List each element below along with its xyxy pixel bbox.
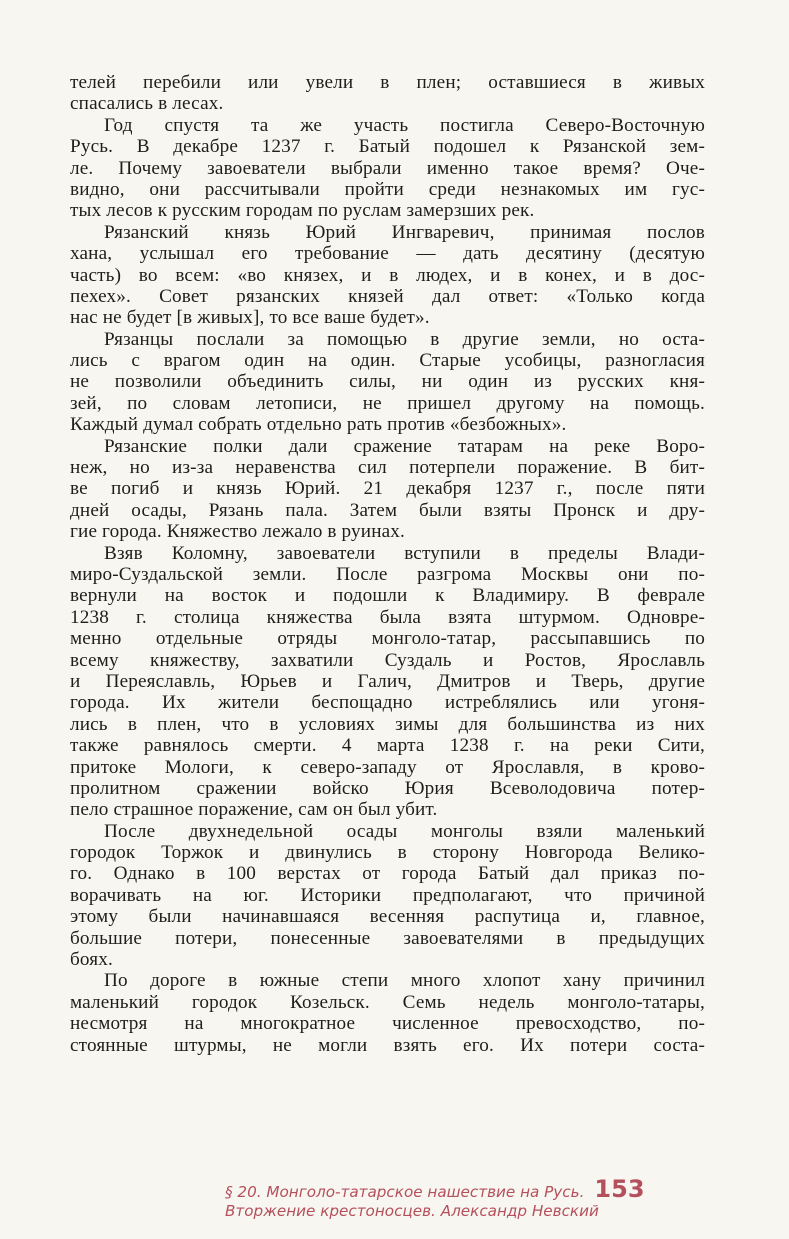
text-line: телей перебили или увели в плен; оставшиеся в живых — [70, 72, 705, 93]
text-line: боях. — [70, 949, 113, 971]
text-line: нас не будет [в живых], то все ваше будет». — [70, 307, 430, 329]
text-line: По дороге в южные степи много хлопот хану причинил — [104, 970, 705, 992]
text-line: Рязанский князь Юрий Ингваревич, принимая послов — [104, 221, 705, 243]
text-line: 1238 г. столица княжества была взята штурмом. Одновре- — [70, 606, 705, 628]
text-line: спасались в лесах. — [70, 93, 224, 115]
text-line: Русь. В декабре 1237 г. Батый подошел к Рязанской зем- — [70, 136, 705, 158]
text-line: Год спустя та же участь постигла Северо-Восточную — [104, 114, 705, 136]
text-line: тых лесов к русским городам по руслам замерзших рек. — [70, 200, 535, 222]
running-head-line-1: § 20. Монголо-татарское нашествие на Русь. — [225, 1183, 585, 1201]
text-line: стоянные штурмы, не могли взять его. Их потери соста- — [70, 1034, 705, 1056]
text-line: городок Торжок и двинулись в сторону Новгорода Велико- — [70, 842, 705, 864]
page-number: 153 — [594, 1175, 645, 1203]
text-line: неж, но из-за неравенства сил потерпели поражение. В бит- — [70, 457, 705, 479]
text-line: пехех». Совет рязанских князей дал ответ: «Только когда — [70, 285, 705, 307]
running-head-line-2: Вторжение крестоносцев. Александр Невский — [225, 1202, 599, 1220]
text-line: и Переяславль, Юрьев и Галич, Дмитров и Тверь, другие — [70, 670, 705, 692]
text-line: Каждый думал собрать отдельно рать против «безбожных». — [70, 414, 567, 436]
text-line: этому были начинавшаяся весенняя распутица и, главное, — [70, 906, 705, 928]
text-line: пролитном сражении войско Юрия Всеволодовича потер- — [70, 777, 705, 799]
text-line: вернули на восток и подошли к Владимиру. В феврале — [70, 585, 705, 607]
text-line: дней осады, Рязань пала. Затем были взяты Пронск и дру- — [70, 499, 705, 521]
text-line: менно отдельные отряды монголо-татар, рассыпавшись по — [70, 628, 705, 650]
text-line: Рязанцы послали за помощью в другие земли, но оста- — [104, 328, 705, 350]
body-text — [70, 72, 705, 1056]
text-line: лись в плен, что в условиях зимы для большинства из них — [70, 713, 705, 735]
page-footer — [225, 1175, 705, 1221]
text-line: Взяв Коломну, завоеватели вступили в пределы Влади- — [104, 542, 705, 564]
text-line: Рязанские полки дали сражение татарам на реке Воро- — [104, 435, 705, 457]
text-line: маленький городок Козельск. Семь недель монголо-татары, — [70, 991, 705, 1013]
text-line: После двухнедельной осады монголы взяли маленький — [104, 820, 705, 842]
text-line: притоке Мологи, к северо-западу от Ярославля, в крово- — [70, 756, 705, 778]
text-line: несмотря на многократное численное превосходство, по- — [70, 1013, 705, 1035]
text-line: хана, услышал его требование — дать десятину (десятую — [70, 243, 705, 265]
text-line: большие потери, понесенные завоевателями в предыдущих — [70, 927, 705, 949]
text-line: видно, они рассчитывали пройти среди незнакомых им гус- — [70, 178, 705, 200]
text-line: всему княжеству, захватили Суздаль и Ростов, Ярославль — [70, 649, 705, 671]
text-line: ве погиб и князь Юрий. 21 декабря 1237 г., после пяти — [70, 478, 705, 500]
footer-line-1 — [225, 1175, 705, 1203]
text-line: также равнялось смерти. 4 марта 1238 г. на реки Сити, — [70, 735, 705, 757]
text-line: ле. Почему завоеватели выбрали именно такое время? Оче- — [70, 157, 705, 179]
text-line: миро-Суздальской земли. После разгрома Москвы они по- — [70, 563, 705, 585]
text-line: не позволили объединить силы, ни один из русских кня- — [70, 371, 705, 393]
text-line: гие города. Княжество лежало в руинах. — [70, 521, 405, 543]
text-line: лись с врагом один на один. Старые усобицы, разногласия — [70, 350, 705, 372]
text-line: часть) во всем: «во князех, и в людех, и в конех, и в дос- — [70, 264, 705, 286]
text-line: ворачивать на юг. Историки предполагают, что причиной — [70, 884, 705, 906]
text-line: зей, по словам летописи, не пришел другому на помощь. — [70, 392, 705, 414]
text-line: го. Однако в 100 верстах от города Батый дал приказ по- — [70, 863, 705, 885]
text-line: города. Их жители беспощадно истреблялись или угоня- — [70, 692, 705, 714]
text-line: пело страшное поражение, сам он был убит. — [70, 799, 438, 821]
